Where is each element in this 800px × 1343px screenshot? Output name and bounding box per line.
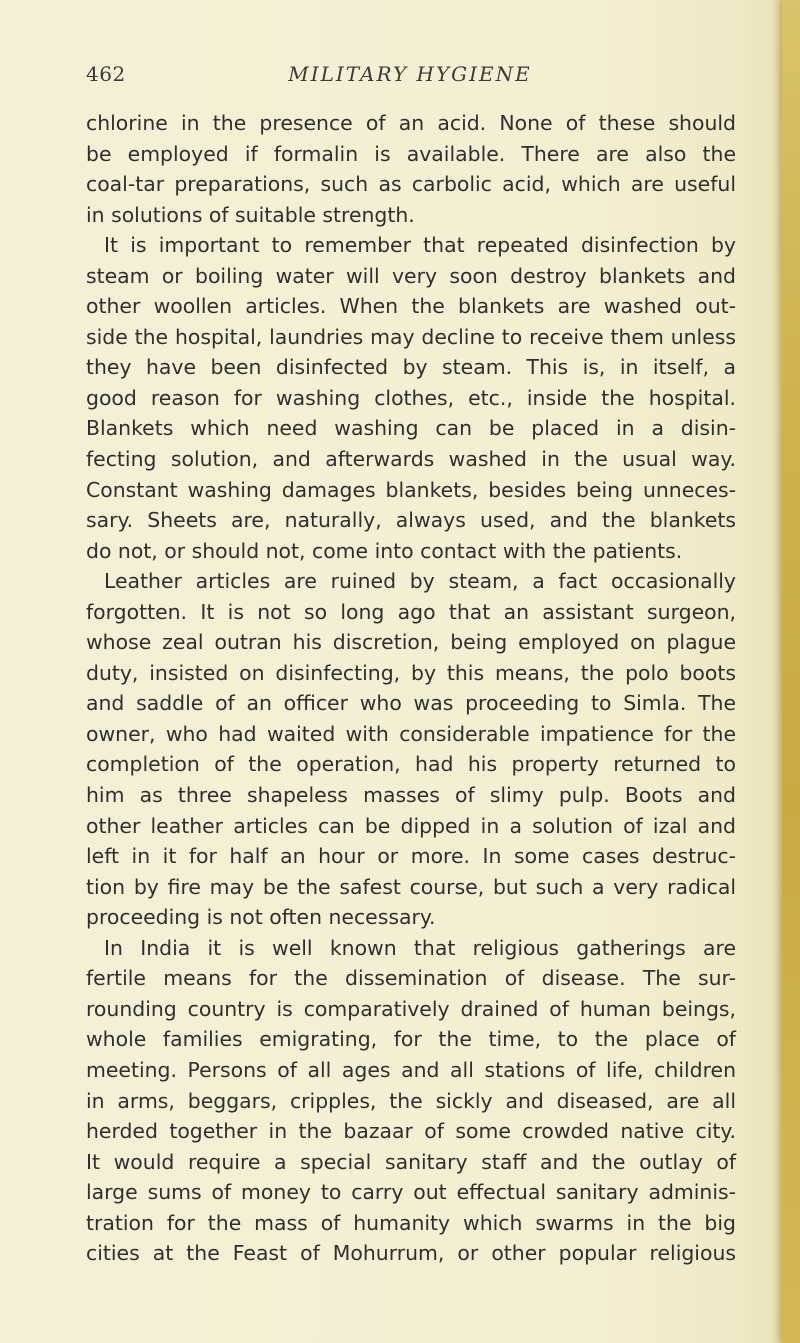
text-line: and saddle of an officer who was proceeding to Simla. The bbox=[86, 691, 736, 716]
text-line: herded together in the bazaar of some crowded native city. bbox=[86, 1119, 736, 1144]
text-line: Leather articles are ruined by steam, a fact occasionally bbox=[104, 569, 736, 594]
text-line: other leather articles can be dipped in a solution of izal and bbox=[86, 813, 736, 838]
text-line: whose zeal outran his discretion, being employed on plague bbox=[86, 630, 736, 655]
text-line: meeting. Persons of all ages and all stations of life, children bbox=[86, 1057, 736, 1082]
page-header bbox=[0, 62, 800, 92]
text-line: owner, who had waited with considerable impatience for the bbox=[86, 721, 736, 746]
text-line: side the hospital, laundries may decline to receive them unless bbox=[86, 324, 736, 349]
text-line: left in it for half an hour or more. In some cases destruc- bbox=[86, 844, 736, 869]
text-line: Constant washing damages blankets, besides being unneces- bbox=[86, 477, 736, 502]
page-number: 462 bbox=[86, 62, 126, 86]
text-line: proceeding is not often necessary. bbox=[86, 905, 436, 930]
text-line: in arms, beggars, cripples, the sickly and diseased, are all bbox=[86, 1088, 736, 1113]
text-line: forgotten. It is not so long ago that an assistant surgeon, bbox=[86, 599, 736, 624]
text-line: steam or boiling water will very soon destroy blankets and bbox=[86, 263, 736, 288]
page-edge bbox=[782, 0, 800, 1343]
text-line: whole families emigrating, for the time, to the place of bbox=[86, 1027, 736, 1052]
text-line: cities at the Feast of Mohurrum, or other popular religious bbox=[86, 1241, 736, 1266]
text-line: large sums of money to carry out effectual sanitary adminis- bbox=[86, 1180, 736, 1205]
text-line: Blankets which need washing can be placed in a disin- bbox=[86, 416, 736, 441]
text-line: sary. Sheets are, naturally, always used, and the blankets bbox=[86, 508, 736, 533]
text-line: tion by fire may be the safest course, but such a very radical bbox=[86, 874, 736, 899]
text-line: tration for the mass of humanity which swarms in the big bbox=[86, 1210, 736, 1235]
text-line: fecting solution, and afterwards washed in the usual way. bbox=[86, 447, 736, 472]
text-line: fertile means for the dissemination of disease. The sur- bbox=[86, 966, 736, 991]
text-line: chlorine in the presence of an acid. None of these should bbox=[86, 111, 736, 135]
text-line: good reason for washing clothes, etc., inside the hospital. bbox=[86, 385, 736, 410]
text-line: be employed if formalin is available. There are also the bbox=[86, 141, 736, 166]
text-line: In India it is well known that religious gatherings are bbox=[104, 935, 736, 960]
text-line: in solutions of suitable strength. bbox=[86, 202, 415, 227]
body-text bbox=[86, 108, 736, 1269]
text-line: It would require a special sanitary staff and the outlay of bbox=[86, 1149, 736, 1174]
text-line: coal-tar preparations, such as carbolic acid, which are useful bbox=[86, 172, 736, 197]
text-line: It is important to remember that repeated disinfection by bbox=[104, 233, 736, 258]
text-line: him as three shapeless masses of slimy pulp. Boots and bbox=[86, 783, 736, 808]
text-line: completion of the operation, had his property returned to bbox=[86, 752, 736, 777]
text-line: rounding country is comparatively drained of human beings, bbox=[86, 996, 736, 1021]
running-head: MILITARY HYGIENE bbox=[288, 62, 532, 86]
text-line: they have been disinfected by steam. This is, in itself, a bbox=[86, 355, 736, 380]
page-edge-shadow bbox=[772, 0, 782, 1343]
text-line: duty, insisted on disinfecting, by this means, the polo boots bbox=[86, 660, 736, 685]
text-line: do not, or should not, come into contact with the patients. bbox=[86, 538, 683, 563]
text-line: other woollen articles. When the blankets are washed out- bbox=[86, 294, 736, 319]
